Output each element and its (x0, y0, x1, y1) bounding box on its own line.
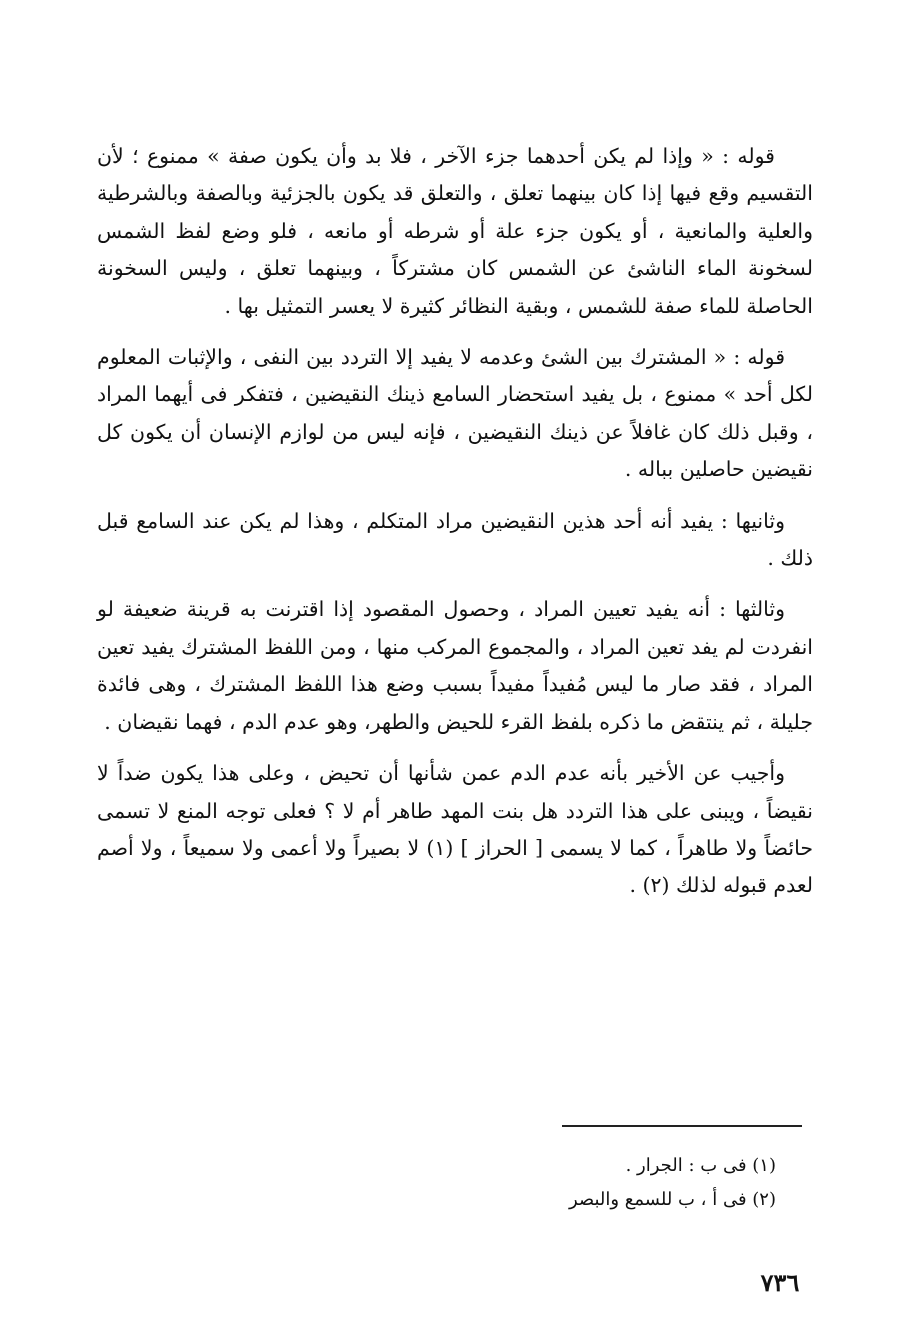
page-number: ٧٣٦ (760, 1268, 800, 1297)
paragraph: وثالثها : أنه يفيد تعيين المراد ، وحصول المقصود إذا اقترنت به قرينة ضعيفة لو انفردت لم يفد تعين المراد ، والمجموع المركب منها ، ومن اللفظ المشترك يفيد تعين المراد ، فقد صار ما ليس مُفيداً مفيداً بسبب وضع هذا اللفظ المشترك ، وهى فائدة جليلة ، ثم ينتقض ما ذكره بلفظ القرء للحيض والطهر، وهو عدم الدم ، فهما نقيضان . (97, 597, 813, 734)
footnote-separator (562, 1125, 802, 1127)
paragraph: قوله : « المشترك بين الشئ وعدمه لا يفيد إلا التردد بين النفى ، والإثبات المعلوم لكل أحد » ممنوع ، بل يفيد استحضار السامع ذينك النقيضين ، فتفكر فى أيهما المراد ، وقبل ذلك كان غافلاً عن ذينك النقيضين ، فإنه ليس من لوازم الإنسان أن يكون كل نقيضين حاصلين بباله . (97, 345, 813, 482)
footnotes (440, 1149, 776, 1217)
paragraph: وثانيها : يفيد أنه أحد هذين النقيضين مراد المتكلم ، وهذا لم يكن عند السامع قبل ذلك . (97, 508, 813, 571)
footnote-item: (٢) فى أ ، ب للسمع والبصر (568, 1189, 776, 1210)
main-text (97, 138, 813, 919)
paragraph: قوله : « وإذا لم يكن أحدهما جزء الآخر ، فلا بد وأن يكون صفة » ممنوع ؛ لأن التقسيم وقع فيها إذا كان بينهما تعلق ، والتعلق قد يكون بالجزئية وبالصفة وبالشرطية والعلية والمانعية ، أو يكون جزء علة أو شرطه أو مانعه ، فلو وضع لفظ الشمس لسخونة الماء الناشئ عن الشمس كان مشتركاً ، وبينهما تعلق ، وليس السخونة الحاصلة للماء صفة للشمس ، وبقية النظائر كثيرة لا يعسر التمثيل بها . (97, 144, 813, 318)
paragraph: وأجيب عن الأخير بأنه عدم الدم عمن شأنها أن تحيض ، وعلى هذا يكون ضداً لا نقيضاً ، ويبنى على هذا التردد هل بنت المهد طاهر أم لا ؟ فعلى توجه المنع لا تسمى حائضاً ولا طاهراً ، كما لا يسمى [ الحراز ] (١) لا بصيراً ولا أعمى ولا سميعاً ، ولا أصم لعدم قبوله لذلك (٢) . (97, 761, 813, 898)
footnote-item: (١) فى ب : الجرار . (625, 1155, 776, 1176)
